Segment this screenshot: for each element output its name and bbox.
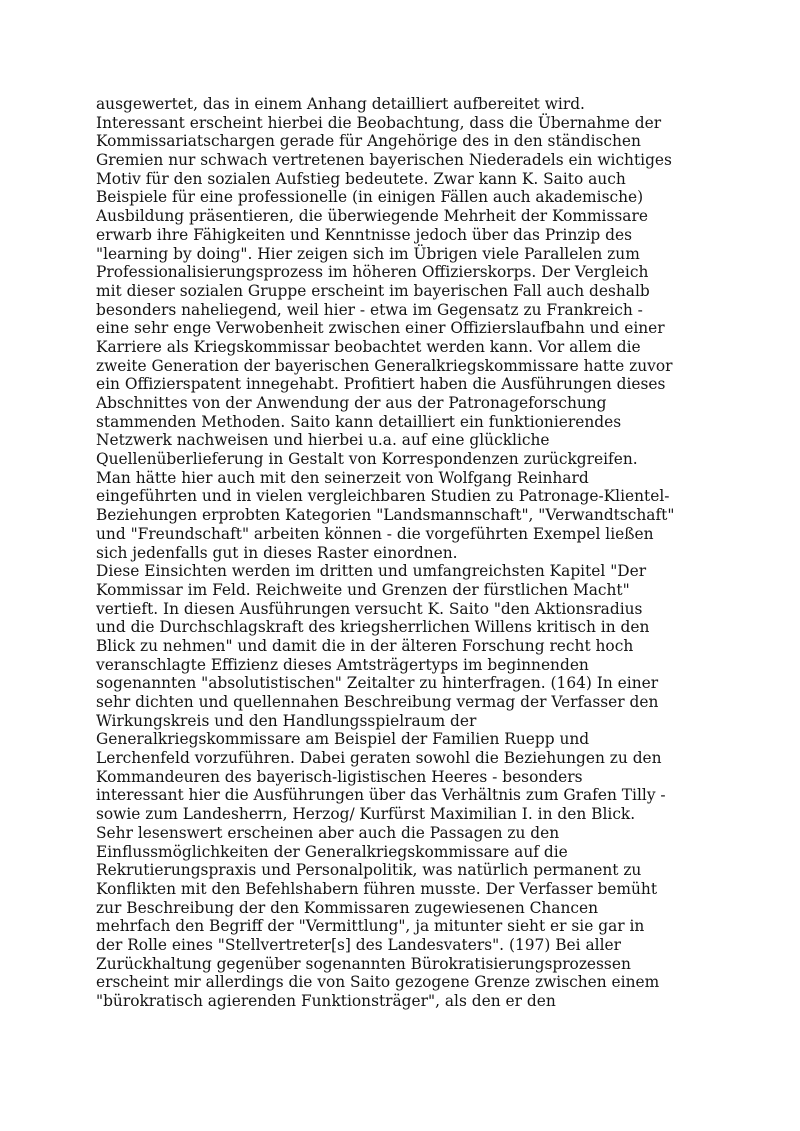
text-line: Beispiele für eine professionelle (in einigen Fällen auch akademische): [96, 188, 644, 207]
text-line: mit dieser sozialen Gruppe erscheint im bayerischen Fall auch deshalb: [96, 281, 650, 300]
text-line: Ausbildung präsentieren, die überwiegende Mehrheit der Kommissare: [96, 207, 648, 226]
text-line: "learning by doing". Hier zeigen sich im Übrigen viele Parallelen zum: [96, 244, 640, 263]
text-line: und die Durchschlagskraft des kriegsherrlichen Willens kritisch in den: [96, 618, 650, 637]
text-line: Kommandeuren des bayerisch-ligistischen Heeres - besonders: [96, 767, 583, 786]
text-line: sowie zum Landesherrn, Herzog/ Kurfürst Maximilian I. in den Blick.: [96, 805, 636, 824]
text-line: Rekrutierungspraxis und Personalpolitik, was natürlich permanent zu: [96, 861, 642, 880]
text-line: Diese Einsichten werden im dritten und umfangreichsten Kapitel "Der: [96, 562, 647, 581]
text-line: Kommissariatschargen gerade für Angehörige des in den ständischen: [96, 132, 641, 151]
text-line: Motiv für den sozialen Aufstieg bedeutete. Zwar kann K. Saito auch: [96, 169, 626, 188]
text-line: interessant hier die Ausführungen über das Verhältnis zum Grafen Tilly -: [96, 786, 666, 805]
text-line: Kommissar im Feld. Reichweite und Grenzen der fürstlichen Macht": [96, 580, 630, 599]
text-line: eine sehr enge Verwobenheit zwischen einer Offizierslaufbahn und einer: [96, 319, 665, 338]
text-line: besonders naheliegend, weil hier - etwa im Gegensatz zu Frankreich -: [96, 300, 643, 319]
text-line: Karriere als Kriegskommissar beobachtet werden kann. Vor allem die: [96, 337, 641, 356]
text-line: mehrfach den Begriff der "Vermittlung", ja mitunter sieht er sie gar in: [96, 917, 645, 936]
text-line: erscheint mir allerdings die von Saito gezogene Grenze zwischen einem: [96, 973, 660, 992]
text-line: veranschlagte Effizienz dieses Amtsträgertyps im beginnenden: [96, 655, 589, 674]
text-line: Konflikten mit den Befehlshabern führen musste. Der Verfasser bemüht: [96, 879, 658, 898]
text-line: Gremien nur schwach vertretenen bayerischen Niederadels ein wichtiges: [96, 151, 672, 170]
text-line: Interessant erscheint hierbei die Beobachtung, dass die Übernahme der: [96, 113, 662, 132]
text-line: Quellenüberlieferung in Gestalt von Korrespondenzen zurückgreifen.: [96, 450, 638, 469]
text-line: Zurückhaltung gegenüber sogenannten Bürokratisierungsprozessen: [96, 954, 631, 973]
text-line: sehr dichten und quellennahen Beschreibung vermag der Verfasser den: [96, 693, 659, 711]
text-line: der Rolle eines "Stellvertreter[s] des Landesvaters". (197) Bei aller: [96, 935, 621, 954]
text-line: ausgewertet, das in einem Anhang detailliert aufbereitet wird.: [96, 95, 585, 113]
text-line: erwarb ihre Fähigkeiten und Kenntnisse jedoch über das Prinzip des: [96, 225, 633, 244]
text-line: und "Freundschaft" arbeiten können - die vorgeführten Exempel ließen: [96, 524, 654, 543]
text-line: Generalkriegskommissare am Beispiel der Familien Ruepp und: [96, 730, 590, 749]
text-line: Einflussmöglichkeiten der Generalkriegskommissare auf die: [96, 842, 568, 861]
text-line: Lerchenfeld vorzuführen. Dabei geraten sowohl die Beziehungen zu den: [96, 749, 662, 768]
text-line: Blick zu nehmen" und damit die in der älteren Forschung recht hoch: [96, 636, 634, 655]
text-line: Man hätte hier auch mit den seinerzeit von Wolfgang Reinhard: [96, 468, 589, 487]
text-line: Sehr lesenswert erscheinen aber auch die Passagen zu den: [96, 823, 560, 842]
text-line: zweite Generation der bayerischen Generalkriegskommissare hatte zuvor: [96, 356, 673, 375]
text-line: vertieft. In diesen Ausführungen versucht K. Saito "den Aktionsradius: [96, 599, 643, 618]
text-line: sich jedenfalls gut in dieses Raster einordnen.: [96, 543, 458, 562]
text-line: ein Offizierspatent innegehabt. Profitiert haben die Ausführungen dieses: [96, 375, 666, 394]
text-line: zur Beschreibung der den Kommissaren zugewiesenen Chancen: [96, 898, 599, 917]
text-line: Beziehungen erprobten Kategorien "Landsmannschaft", "Verwandtschaft": [96, 506, 675, 525]
text-line: Abschnittes von der Anwendung der aus der Patronageforschung: [96, 394, 607, 412]
text-line: Wirkungskreis und den Handlungsspielraum der: [96, 711, 477, 730]
text-line: eingeführten und in vielen vergleichbaren Studien zu Patronage-Klientel-: [96, 487, 670, 506]
text-line: "bürokratisch agierenden Funktionsträger", als den er den: [96, 992, 556, 1010]
text-line: Professionalisierungsprozess im höheren Offizierskorps. Der Vergleich: [96, 263, 649, 282]
text-line: sogenannten "absolutistischen" Zeitalter zu hinterfragen. (164) In einer: [96, 674, 659, 693]
document-body: [96, 95, 708, 1011]
text-line: stammenden Methoden. Saito kann detailliert ein funktionierendes: [96, 412, 622, 431]
text-line: Netzwerk nachweisen und hierbei u.a. auf eine glückliche: [96, 431, 550, 450]
